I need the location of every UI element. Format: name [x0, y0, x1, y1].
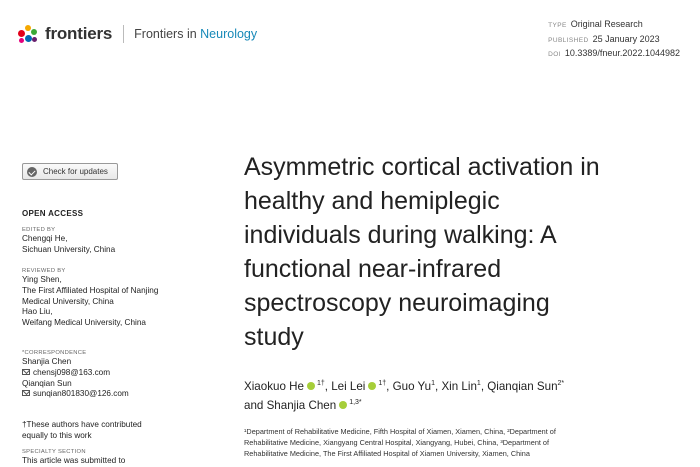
author-name[interactable]: Guo Yu$^1$ — [392, 380, 435, 393]
check-icon — [27, 167, 37, 177]
frontiers-logo-icon — [18, 23, 40, 45]
meta-type: TYPE Original Research — [548, 19, 643, 29]
reviewed-by-section: REVIEWED BY Ying Shen, The First Affiliated Hospital of Nanjing Medical University, China Hao Liu, Weifang Medical University, China — [22, 268, 159, 328]
publisher-name: frontiers — [45, 24, 113, 43]
author-name[interactable]: Xiaokuo He $^{1\dagger}$ — [244, 380, 325, 393]
affiliations: ¹Department of Rehabilitative Medicine, Fifth Hospital of Xiamen, Xiamen, China, ²Department of Rehabilitative Medicine, Xiangyang Central Hospital, Xiangyang, Hubei, China, ³Department of Rehabilitative Medicine, The First Affiliated Hospital of Xiamen University, Xiamen, China — [244, 427, 556, 458]
article-title: Asymmetric cortical activation in healthy and hemiplegic individuals during walking: A functional near-infrared spectroscopy neuroimaging study — [244, 153, 600, 351]
journal-logo — [18, 22, 257, 46]
logo-divider — [123, 25, 124, 43]
mail-icon — [22, 369, 30, 375]
author-name[interactable]: Qianqian Sun$^{2*}$ — [487, 380, 565, 393]
author-list: Xiaokuo He $^{1\dagger}$, Lei Lei $^{1\dagger}$, Guo Yu$^1$, Xin Lin$^1$, Qianqian Sun$^{2*}$ and Shanjia Chen $^{1,3*}$ — [244, 380, 565, 412]
orcid-icon[interactable] — [368, 382, 376, 390]
equal-contribution-note: †These authors have contributed equally to this work — [22, 420, 142, 440]
correspondence-section: *CORRESPONDENCE Shanjia Chen chensj098@163.com Qianqian Sun sunqian801830@126.com — [22, 349, 202, 400]
email-link[interactable]: sunqian801830@126.com — [22, 389, 202, 400]
author-name[interactable]: Lei Lei $^{1\dagger}$ — [331, 380, 387, 393]
open-access-label: OPEN ACCESS — [22, 209, 84, 218]
edited-by-section: EDITED BY Chengqi He, Sichuan University, China — [22, 227, 116, 254]
email-link[interactable]: chensj098@163.com — [22, 368, 202, 379]
author-name[interactable]: Xin Lin$^1$ — [441, 380, 481, 393]
specialty-section: SPECIALTY SECTION This article was submitted to — [22, 449, 126, 465]
meta-published: PUBLISHED 25 January 2023 — [548, 33, 660, 44]
check-for-updates-button[interactable]: Check for updates — [22, 163, 118, 180]
meta-doi: DOI 10.3389/fneur.2022.1044982 — [548, 48, 680, 58]
orcid-icon[interactable] — [339, 401, 347, 409]
journal-name: Frontiers in Neurology — [134, 27, 258, 41]
author-name[interactable]: and Shanjia Chen $^{1,3*}$ — [244, 399, 362, 412]
article-meta — [548, 18, 680, 62]
mail-icon — [22, 390, 30, 396]
orcid-icon[interactable] — [307, 382, 315, 390]
